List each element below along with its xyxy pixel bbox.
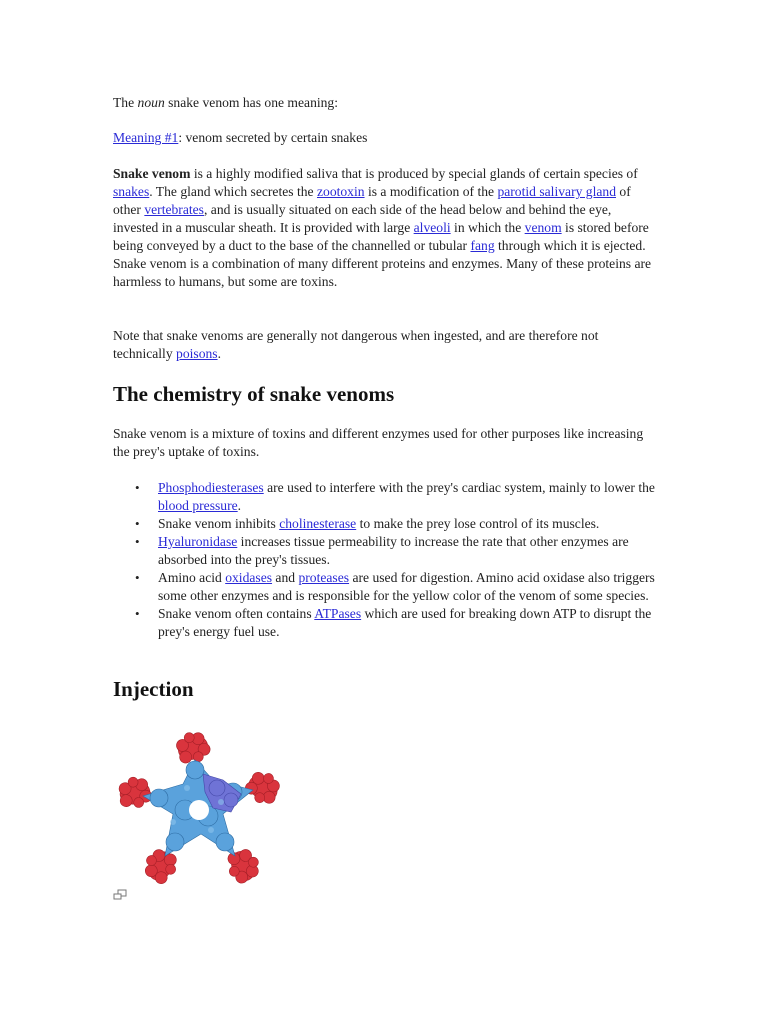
heading-injection: Injection [113,677,194,701]
link-blood-pressure[interactable]: blood pressure [158,498,238,513]
link-vertebrates[interactable]: vertebrates [144,202,204,217]
link-atpases[interactable]: ATPases [314,606,362,621]
link-hyaluronidase[interactable]: Hyaluronidase [158,534,238,549]
ingestion-note-paragraph: Note that snake venoms are generally not dangerous when ingested, and are therefore not technically poisons. [113,328,599,361]
link-fang[interactable]: fang [470,238,495,253]
link-phosphodiesterases[interactable]: Phosphodiesterases [158,480,264,495]
link-venom[interactable]: venom [524,220,562,235]
link-cholinesterase[interactable]: cholinesterase [279,516,357,531]
central-pore [189,800,209,820]
bullet-icon: • [135,534,140,549]
bullet-icon: • [135,516,140,531]
protein-structure-image[interactable] [113,718,283,888]
enzyme-list [113,479,658,641]
snake-venom-term: Snake venom [113,166,191,181]
list-item: • Hyaluronidase increases tissue permeability to increase the rate that other enzymes are absorbed into the prey's tissues. [135,534,629,567]
intro-line: The noun snake venom has one meaning: [113,95,339,110]
link-poisons[interactable]: poisons [176,346,218,361]
link-snakes[interactable]: snakes [113,184,150,199]
list-item: • Snake venom inhibits cholinesterase to make the prey lose control of its muscles. [135,516,600,531]
snake-venom-paragraph: Snake venom is a highly modified saliva that is produced by special glands of certain species of snakes. The gland which secretes the zootoxin is a modification of the parotid salivary gland of other vertebrates, and is usually situated on each side of the head below and behind the eye, invested in a muscular sheath. It is provided with large alveoli in which the venom is stored before being conveyed by a duct to the base of the channelled or tubular fang through which it is ejected. Snake venom is a combination of many different proteins and enzymes. Many of these proteins are harmless to humans, but some are toxins. [113,166,652,289]
list-item: • Snake venom often contains ATPases which are used for breaking down ATP to disrupt the prey's energy fuel use. [135,606,652,639]
meaning-line: Meaning #1: venom secreted by certain snakes [113,130,368,145]
chemistry-intro-paragraph: Snake venom is a mixture of toxins and different enzymes used for other purposes like increasing the prey's uptake of toxins. [113,426,644,459]
link-proteases[interactable]: proteases [298,570,350,585]
bullet-icon: • [135,606,140,621]
meaning-link[interactable]: Meaning #1 [113,130,179,145]
link-zootoxin[interactable]: zootoxin [316,184,365,199]
list-item: • Amino acid oxidases and proteases are used for digestion. Amino acid oxidase also triggers some other enzymes and is responsible for the yellow color of the venom of some species. [135,570,655,603]
link-alveoli[interactable]: alveoli [413,220,451,235]
heading-chemistry: The chemistry of snake venoms [113,382,395,406]
bullet-icon: • [135,480,140,495]
enlarge-icon[interactable] [113,888,127,900]
noun-label: noun [137,95,165,110]
list-item: • Phosphodiesterases are used to interfere with the prey's cardiac system, mainly to lower the blood pressure. [135,480,655,513]
bullet-icon: • [135,570,140,585]
link-parotid-salivary-gland[interactable]: parotid salivary gland [497,184,616,199]
link-oxidases[interactable]: oxidases [225,570,273,585]
protein-structure-graphic [113,718,283,888]
